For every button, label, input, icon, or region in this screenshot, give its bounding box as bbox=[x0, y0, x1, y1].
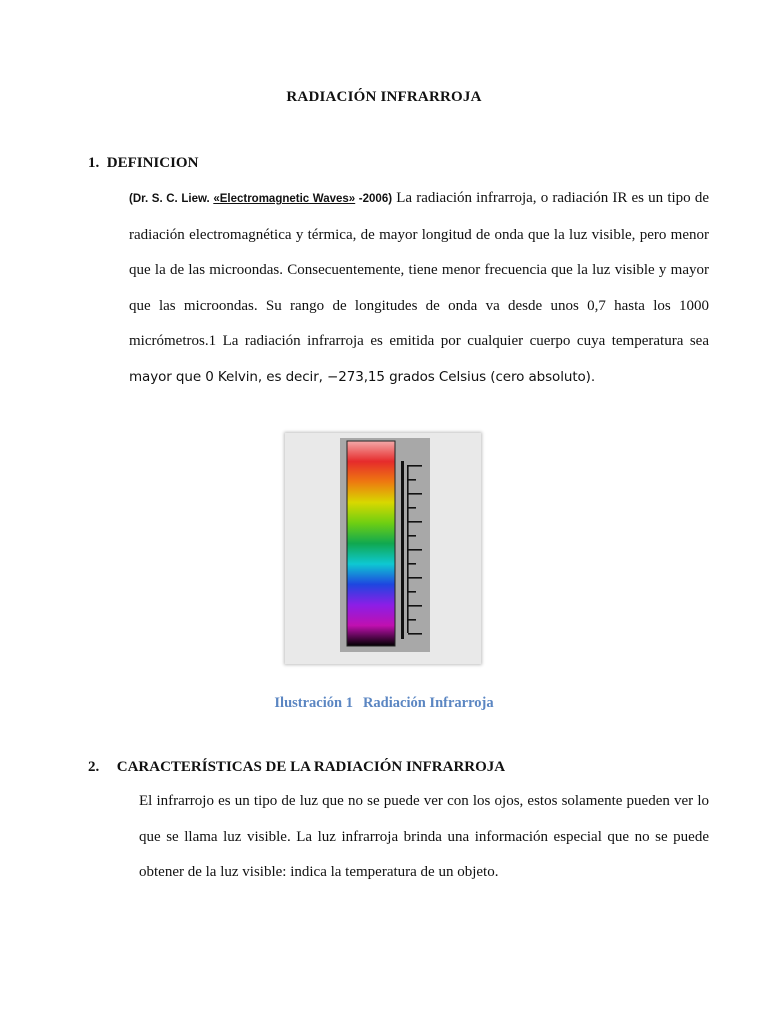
section-heading-caracteristicas bbox=[88, 759, 505, 776]
document-title: RADIACIÓN INFRARROJA bbox=[286, 89, 482, 105]
scale-tick bbox=[408, 563, 416, 565]
scale-line bbox=[401, 461, 404, 639]
definition-paragraph bbox=[103, 181, 709, 395]
citation-link[interactable]: «Electromagnetic Waves» bbox=[213, 193, 356, 205]
scale-tick bbox=[408, 521, 422, 523]
section-heading-definicion bbox=[88, 155, 198, 172]
section-title: CARACTERÍSTICAS DE LA RADIACIÓN INFRARROJA bbox=[116, 759, 506, 775]
caption-label: Ilustración 1 bbox=[274, 695, 353, 711]
definition-last-line: mayor que 0 Kelvin, es decir, −273,15 grados Celsius (cero absoluto). bbox=[129, 368, 596, 385]
scale-tick bbox=[408, 535, 416, 537]
scale-tick bbox=[408, 479, 416, 481]
characteristics-paragraph: El infrarrojo es un tipo de luz que no se puede ver con los ojos, estos solamente pueden ver lo que se llama luz visible. La luz infrarroja brinda una información especial que no se puede obtener de la luz visible: indica la temperatura de un objeto. bbox=[139, 793, 709, 880]
section-number: 2. bbox=[88, 759, 100, 775]
caption-text: Radiación Infrarroja bbox=[362, 695, 494, 711]
scale-tick bbox=[408, 493, 422, 495]
scale-tick bbox=[408, 577, 422, 579]
scale-tick bbox=[408, 633, 422, 635]
figure-caption bbox=[0, 695, 768, 712]
section-number: 1. bbox=[88, 155, 100, 171]
scale-tick bbox=[408, 465, 422, 467]
scale-axis bbox=[407, 465, 409, 633]
scale-tick bbox=[408, 605, 422, 607]
scale-tick bbox=[408, 591, 416, 593]
citation bbox=[129, 193, 392, 205]
definition-text: La radiación infrarroja, o radiación IR es un tipo de radiación electromagnética y térmica, de mayor longitud de onda que la luz visible, pero menor que la de las microondas. Consecuentemente, tiene menor frecuencia que la luz visible y mayor que las microondas. Su rango de longitudes de onda va desde unos 0,7 hasta los 1000 micrómetros.1 La radiación infrarroja es emitida por cualquier cuerpo cuya temperatura sea bbox=[129, 190, 709, 349]
citation-author: (Dr. S. C. Liew. bbox=[129, 193, 214, 205]
citation-year: -2006) bbox=[355, 193, 393, 205]
spectrum-bar bbox=[347, 441, 395, 646]
section-title: DEFINICION bbox=[106, 155, 199, 171]
scale-tick bbox=[408, 549, 422, 551]
spectrum-figure bbox=[285, 433, 481, 664]
scale-tick bbox=[408, 619, 416, 621]
spectrum-illustration bbox=[285, 433, 481, 664]
scale-tick bbox=[408, 507, 416, 509]
